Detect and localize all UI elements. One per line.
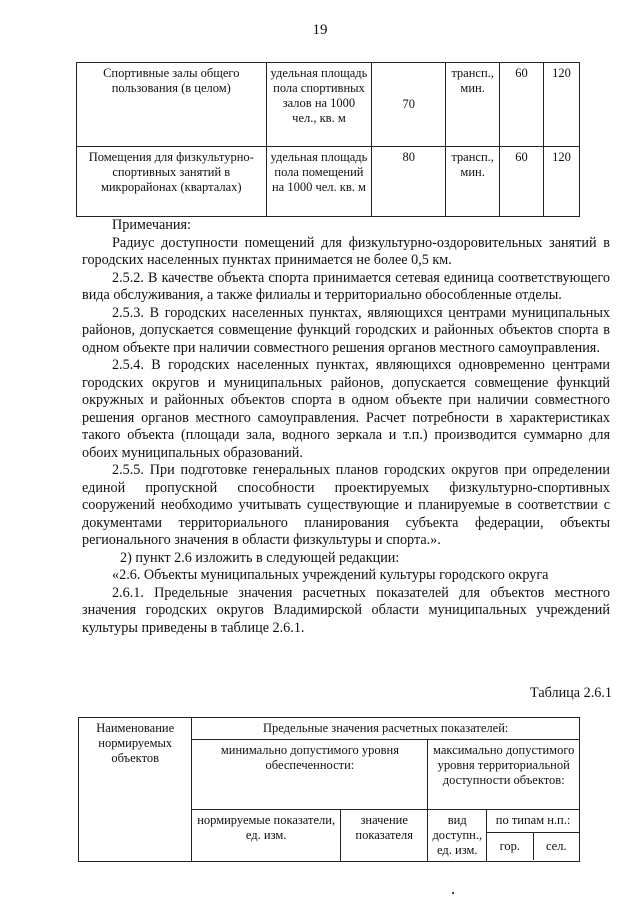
rural-value: 120	[544, 147, 580, 217]
header-by-type-label: по типам н.п.:	[487, 810, 579, 833]
urban-value: 60	[500, 147, 544, 217]
header-urban: гор.	[487, 833, 533, 860]
urban-value: 60	[500, 63, 544, 147]
paragraph-2-5-2: 2.5.2. В качестве объекта спорта принимается сетевая единица соответствующего вида обслуживания, а также филиалы и территориально обособленные отделы.	[82, 269, 610, 303]
indicator-value: 80	[372, 147, 446, 217]
table-caption: Таблица 2.6.1	[530, 685, 612, 701]
header-max-level: максимально допустимого уровня территориальной доступности объектов:	[428, 740, 580, 810]
header-rural: сел.	[545, 839, 567, 853]
paragraph-2-5-5: 2.5.5. При подготовке генеральных планов городских округов при определении единой пропускной способности проектируемых физкультурно-спортивных сооружений необходимо учитывать существующие и планируемые в соответствии с документами территориального планирования субъекта федерации, объекты регионального значения в области физкультуры и спорта.».	[82, 462, 610, 548]
header-norm-indicators: нормируемые показатели, ед. изм.	[192, 810, 341, 862]
table-row	[77, 147, 580, 217]
header-by-type	[487, 810, 580, 862]
access-type: трансп., мин.	[446, 63, 500, 147]
paragraph-2-5-4: 2.5.4. В городских населенных пунктах, являющихся одновременно центрами городских округов и муниципальных районов, допускается совмещение функций окружных и районных объектов спорта в одном объекте при наличии совместного решения органов местного самоуправления. Расчет потребности в характеристиках такого объекта (площади зала, водного зеркала и т.п.) производится суммарно для обоих муниципальных образований.	[82, 357, 610, 461]
header-min-level: минимально допустимого уровня обеспеченности:	[192, 740, 428, 810]
header-settlement-types	[487, 833, 579, 860]
section-heading-2-6: «2.6. Объекты муниципальных учреждений культуры городского округа	[112, 567, 549, 583]
header-access-type: вид доступн., ед. изм.	[428, 810, 487, 862]
culture-facilities-table	[78, 717, 580, 862]
table-row	[79, 718, 580, 740]
facility-name: Спортивные залы общего пользования (в целом)	[77, 63, 267, 147]
paragraph-2-5-3: 2.5.3. В городских населенных пунктах, являющихся центрами муниципальных районов, допускается совмещение функций городских и районных объектов спорта в одном объекте при наличии совместного решения органов местного самоуправления.	[82, 304, 610, 356]
paragraph: Радиус доступности помещений для физкультурно-оздоровительных занятий в городских населенных пунктах принимается не более 0,5 км.	[82, 234, 610, 268]
header-limit-values: Предельные значения расчетных показателей:	[192, 718, 580, 740]
header-indicator-value: значение показателя	[340, 810, 428, 862]
access-type: трансп., мин.	[446, 147, 500, 217]
scan-speck	[452, 892, 454, 894]
document-body	[82, 217, 610, 637]
paragraph-2-6-1: 2.6.1. Предельные значения расчетных показателей для объектов местного значения городских округов Владимирской области муниципальных учреждений культуры приведены в таблице 2.6.1.	[82, 584, 610, 636]
page-number: 19	[312, 22, 328, 38]
indicator: удельная площадь пола помещений на 1000 чел. кв. м	[266, 147, 372, 217]
table-row	[77, 63, 580, 147]
header-name: Наименование нормируемых объектов	[79, 718, 192, 862]
facility-name: Помещения для физкультурно-спортивных занятий в микрорайонах (кварталах)	[77, 147, 267, 217]
paragraph-amendment: 2) пункт 2.6 изложить в следующей редакции:	[120, 549, 400, 566]
sports-facilities-table	[76, 62, 580, 217]
notes-heading: Примечания:	[112, 217, 191, 233]
indicator: удельная площадь пола спортивных залов на 1000 чел., кв. м	[266, 63, 372, 147]
rural-value: 120	[544, 63, 580, 147]
indicator-value: 70	[372, 63, 446, 147]
